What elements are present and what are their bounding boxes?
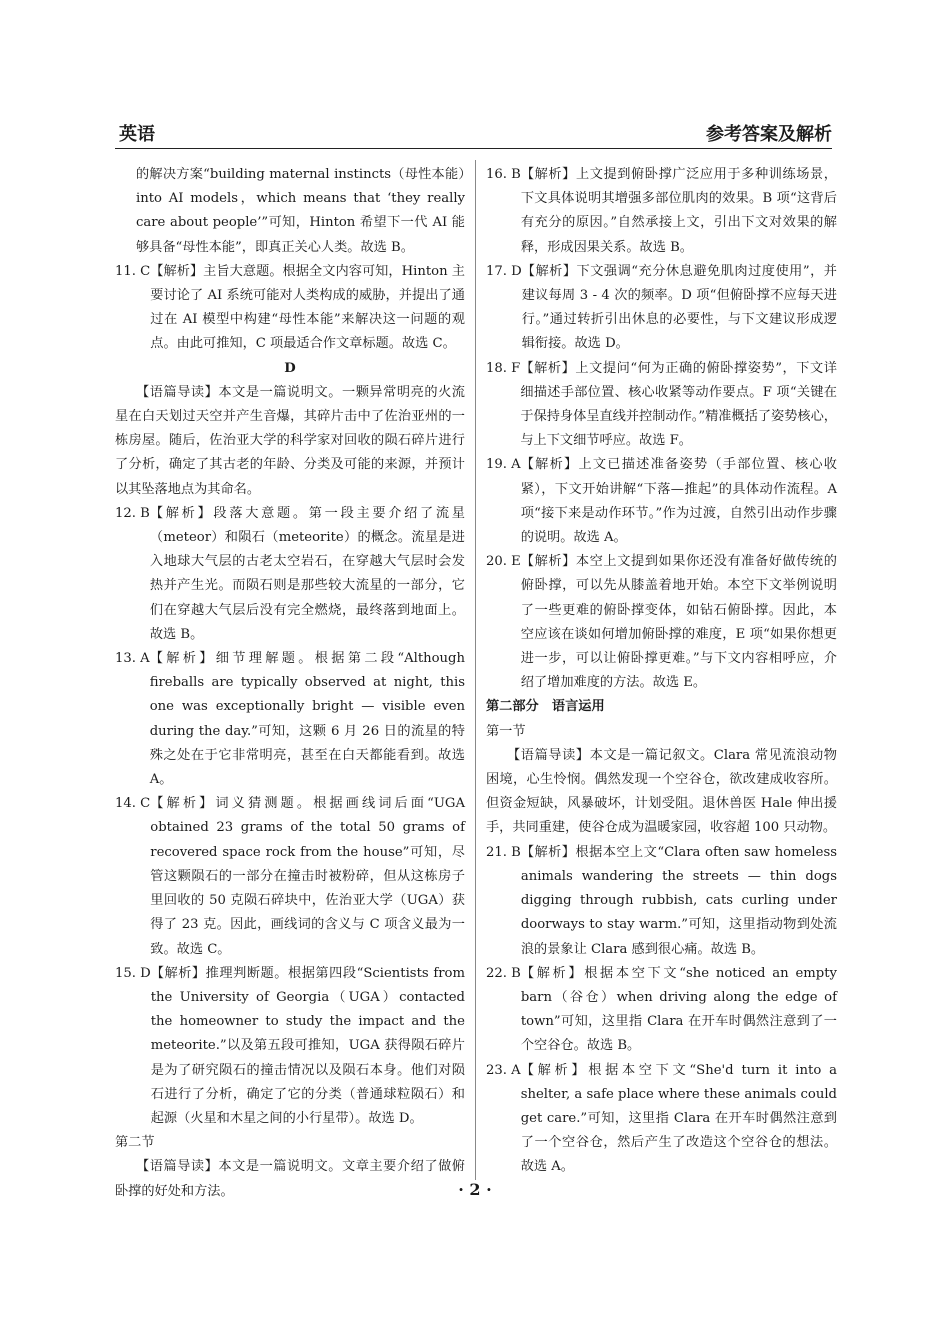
answer-number: 13. A bbox=[115, 651, 150, 667]
answer-item-23 bbox=[486, 1059, 837, 1180]
left-column bbox=[115, 163, 465, 1204]
page-number: · 2 · bbox=[458, 1180, 492, 1199]
answer-explanation: 【解析】根据本空上文“Clara often saw homeless animals wandering the streets — thin dogs digging through rubbish, cats curling under doorways to stay warm.”可知，这里指动物到处流浪的景象让 Clara 感到很心痛。故选 B。 bbox=[520, 844, 837, 957]
section-heading: 第二节 bbox=[115, 1135, 155, 1151]
part-heading: 第二部分 语言运用 bbox=[486, 699, 605, 715]
answer-item-14 bbox=[115, 792, 465, 961]
answer-number: 20. E bbox=[486, 554, 521, 570]
passage-guide: 【语篇导读】本文是一篇说明文。文章主要介绍了做俯卧撑的好处和方法。 bbox=[115, 1159, 465, 1199]
answer-number: 15. D bbox=[115, 965, 151, 981]
answer-explanation: 【解析】本空上文提到如果你还没有准备好做传统的俯卧撑，可以先从膝盖着地开始。本空下文举例说明了一些更难的俯卧撑变体，如钻石俯卧撑。因此，本空应该在谈如何增加俯卧撑的难度，E 项“如果你想更进一步，可以让俯卧撑更难。”与下文内容相呼应，介绍了增加难度的方法。故选 E。 bbox=[520, 554, 837, 691]
answer-item-12 bbox=[115, 502, 465, 647]
answer-explanation: 【解析】推理判断题。根据第四段“Scientists from the University of Georgia（UGA）contacted the homeowner to study the impact and the meteorite.”以及第五段可推知，UGA 获得陨石碎片是为了研究陨石的撞击情况以及陨石本身。他们对陨石进行了分析，确定了它的分类（普通球粒陨石）和起源（火星和木星之间的小行星带）。故选 D。 bbox=[150, 965, 465, 1126]
answer-item-11 bbox=[115, 260, 465, 357]
answer-explanation: 【解析】词义猜测题。根据画线词后面“UGA obtained 23 grams of the total 50 grams of recovered space rock from the house”可知，尽管这颗陨石的一部分在撞击时被粉碎，但从这栋房子里回收的 50 克陨石碎块中，佐治亚大学（UGA）获得了 23 克。因此，画线词的含义与 C 项含义最为一致。故选 C。 bbox=[150, 796, 465, 957]
answer-number: 11. C bbox=[115, 263, 151, 279]
answer-number: 21. B bbox=[486, 844, 521, 860]
answer-number: 22. B bbox=[486, 965, 521, 981]
right-column bbox=[486, 163, 837, 1180]
answer-explanation: 【解析】段落大意题。第一段主要介绍了流星（meteor）和陨石（meteorite）的概念。流星是进入地球大气层的古老太空岩石，在穿越大气层时会发热并产生光。而陨石则是那些较大流星的一部分，它们在穿越大气层后没有完全燃烧，最终落到地面上。故选 B。 bbox=[149, 505, 465, 642]
answer-number: 14. C bbox=[115, 796, 151, 812]
answer-number: 23. A bbox=[486, 1062, 521, 1078]
answer-number: 18. F bbox=[486, 360, 521, 376]
answer-explanation: 【解析】上文提到俯卧撑广泛应用于多种训练场景，下文具体说明其增强多部位肌肉的效果。B 项“这背后有充分的原因。”自然承接上文，引出下文对效果的解释，形成因果关系。故选 B。 bbox=[520, 167, 837, 255]
answer-item-17 bbox=[486, 260, 837, 357]
answer-number: 12. B bbox=[115, 505, 150, 521]
column-divider bbox=[475, 160, 476, 1180]
answer-explanation: 【解析】细节理解题。根据第二段“Although fireballs are typically observed at night, this one was exceptionally bright — visible even during the day.”可知，这颗 6 月 26 日的流星的特殊之处在于它非常明亮，甚至在白天都能看到。故选 A。 bbox=[149, 651, 465, 788]
answer-item-16 bbox=[486, 163, 837, 260]
answer-key-title: 参考答案及解析 bbox=[706, 124, 832, 145]
answer-number: 19. A bbox=[486, 457, 521, 473]
section-heading-d: D bbox=[284, 360, 296, 376]
passage-guide: 【语篇导读】本文是一篇记叙文。Clara 常见流浪动物困境，心生怜悯。偶然发现一个空谷仓，欲改建成收容所。但资金短缺，风暴破坏，计划受阻。退休兽医 Hale 伸出援手，共同重建，使谷仓成为温暖家园，收容超 100 只动物。 bbox=[486, 747, 837, 836]
continued-explanation: 的解决方案“building maternal instincts（母性本能）into AI models，which means that ‘they really care about people’”可知，Hinton 希望下一代 AI 能够具备“母性本能”，即真正关心人类。故选 B。 bbox=[136, 167, 465, 255]
answer-item-19 bbox=[486, 453, 837, 550]
answer-item-22 bbox=[486, 962, 837, 1059]
answer-explanation: 【解析】下文强调“充分休息避免肌肉过度使用”，并建议每周 3 - 4 次的频率。D 项“但俯卧撑不应每天进行。”通过转折引出休息的必要性，与下文建议形成逻辑衔接。故选 D。 bbox=[521, 263, 837, 352]
answer-item-21 bbox=[486, 841, 837, 962]
answer-number: 16. B bbox=[486, 167, 521, 182]
answer-explanation: 【解析】主旨大意题。根据全文内容可知，Hinton 主要讨论了 AI 系统可能对人类构成的威胁，并提出了通过在 AI 模型中构建“母性本能”来解决这一问题的观点。由此可推知，C 项最适合作文章标题。故选 C。 bbox=[150, 263, 465, 352]
answer-number: 17. D bbox=[486, 263, 522, 279]
answer-item-15 bbox=[115, 962, 465, 1131]
answer-item-18 bbox=[486, 357, 837, 454]
answer-explanation: 【解析】上文提问“何为正确的俯卧撑姿势”，下文详细描述手部位置、核心收紧等动作要点。F 项“关键在于保持身体呈直线并控制动作。”精准概括了姿势核心，与上下文细节呼应。故选 F。 bbox=[520, 360, 837, 449]
passage-guide: 【语篇导读】本文是一篇说明文。一颗异常明亮的火流星在白天划过天空并产生音爆，其碎片击中了佐治亚州的一栋房屋。随后，佐治亚大学的科学家对回收的陨石碎片进行了分析，确定了其古老的年龄、分类及可能的来源，并预计以其坠落地点为其命名。 bbox=[115, 384, 465, 497]
answer-item-20 bbox=[486, 550, 837, 695]
answer-item-13 bbox=[115, 647, 465, 792]
answer-explanation: 【解析】上文已描述准备姿势（手部位置、核心收紧），下文开始讲解“下落—推起”的具体动作流程。A 项“接下来是动作环节。”作为过渡，自然引出动作步骤的说明。故选 A。 bbox=[520, 457, 837, 546]
page-header bbox=[115, 118, 832, 149]
subject-title: 英语 bbox=[119, 124, 155, 145]
section-heading: 第一节 bbox=[486, 723, 526, 739]
answer-explanation: 【解析】根据本空下文“She'd turn it into a shelter, a safe place where these animals could get care.”可知，这里指 Clara 在开车时偶然注意到了一个空谷仓，然后产生了改造这个空谷仓的想法。故选 A。 bbox=[520, 1062, 837, 1175]
answer-explanation: 【解析】根据本空下文“she noticed an empty barn（谷仓）when driving along the edge of town”可知，这里指 Clara 在开车时偶然注意到了一个空谷仓。故选 B。 bbox=[520, 965, 837, 1054]
